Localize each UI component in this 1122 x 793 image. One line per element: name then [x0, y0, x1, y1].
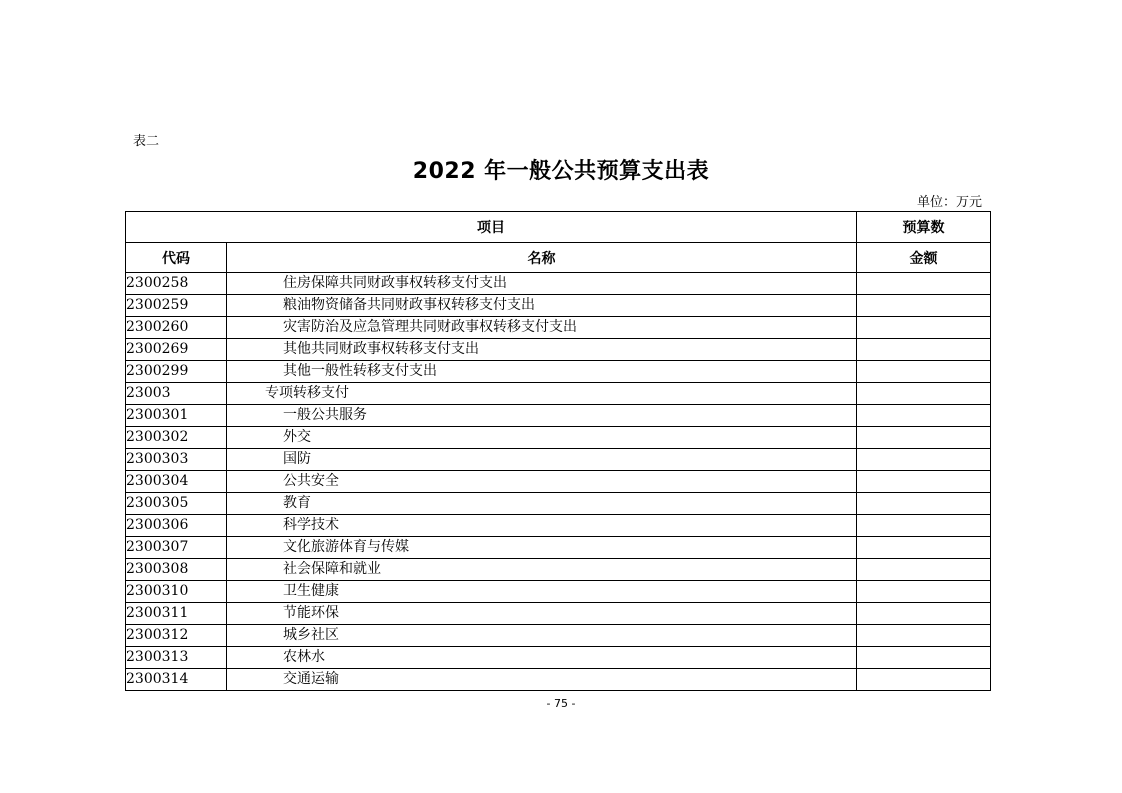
cell-code: 2300310	[126, 581, 227, 603]
table-row	[126, 493, 991, 515]
cell-code: 2300301	[126, 405, 227, 427]
cell-code: 2300307	[126, 537, 227, 559]
cell-amount	[857, 405, 991, 427]
cell-amount	[857, 273, 991, 295]
cell-name: 粮油物资储备共同财政事权转移支付支出	[227, 295, 857, 317]
cell-code: 2300313	[126, 647, 227, 669]
table-row	[126, 625, 991, 647]
cell-name: 交通运输	[227, 669, 857, 691]
cell-amount	[857, 427, 991, 449]
cell-code: 2300299	[126, 361, 227, 383]
table-row	[126, 559, 991, 581]
cell-amount	[857, 471, 991, 493]
cell-amount	[857, 339, 991, 361]
table-row	[126, 449, 991, 471]
cell-code: 2300302	[126, 427, 227, 449]
table-row	[126, 647, 991, 669]
cell-name: 卫生健康	[227, 581, 857, 603]
cell-code: 2300306	[126, 515, 227, 537]
table-body	[126, 273, 991, 691]
cell-amount	[857, 295, 991, 317]
table-row	[126, 405, 991, 427]
header-code: 代码	[126, 243, 227, 273]
cell-name: 灾害防治及应急管理共同财政事权转移支付支出	[227, 317, 857, 339]
cell-code: 2300259	[126, 295, 227, 317]
table-row	[126, 383, 991, 405]
table-row	[126, 669, 991, 691]
cell-name: 节能环保	[227, 603, 857, 625]
cell-name: 其他一般性转移支付支出	[227, 361, 857, 383]
table-label: 表二	[133, 134, 160, 149]
table-row	[126, 603, 991, 625]
cell-amount	[857, 669, 991, 691]
header-name: 名称	[227, 243, 857, 273]
header-item: 项目	[126, 212, 857, 243]
unit-label: 单位：万元	[916, 195, 982, 210]
cell-code: 2300304	[126, 471, 227, 493]
cell-name: 一般公共服务	[227, 405, 857, 427]
table-row	[126, 339, 991, 361]
table-row	[126, 427, 991, 449]
cell-name: 文化旅游体育与传媒	[227, 537, 857, 559]
table-row	[126, 273, 991, 295]
header-row-1	[126, 212, 991, 243]
cell-code: 2300314	[126, 669, 227, 691]
table-row	[126, 295, 991, 317]
cell-name: 公共安全	[227, 471, 857, 493]
cell-code: 2300260	[126, 317, 227, 339]
cell-amount	[857, 515, 991, 537]
cell-name: 农林水	[227, 647, 857, 669]
cell-code: 2300303	[126, 449, 227, 471]
cell-name: 国防	[227, 449, 857, 471]
table-row	[126, 581, 991, 603]
cell-name: 社会保障和就业	[227, 559, 857, 581]
cell-amount	[857, 625, 991, 647]
table-row	[126, 361, 991, 383]
cell-amount	[857, 383, 991, 405]
table-row	[126, 515, 991, 537]
cell-amount	[857, 449, 991, 471]
cell-amount	[857, 581, 991, 603]
table-row	[126, 537, 991, 559]
table-row	[126, 471, 991, 493]
cell-amount	[857, 537, 991, 559]
budget-table	[125, 211, 991, 691]
cell-name: 科学技术	[227, 515, 857, 537]
table-row	[126, 317, 991, 339]
cell-amount	[857, 493, 991, 515]
cell-name: 其他共同财政事权转移支付支出	[227, 339, 857, 361]
cell-name: 住房保障共同财政事权转移支付支出	[227, 273, 857, 295]
page-number: - 75 -	[546, 697, 576, 710]
cell-code: 2300269	[126, 339, 227, 361]
page-title: 2022 年一般公共预算支出表	[412, 159, 710, 184]
cell-name: 城乡社区	[227, 625, 857, 647]
cell-code: 2300311	[126, 603, 227, 625]
cell-name: 外交	[227, 427, 857, 449]
cell-code: 2300312	[126, 625, 227, 647]
header-row-2	[126, 243, 991, 273]
cell-name: 教育	[227, 493, 857, 515]
cell-code: 2300308	[126, 559, 227, 581]
cell-amount	[857, 361, 991, 383]
cell-code: 2300305	[126, 493, 227, 515]
cell-amount	[857, 317, 991, 339]
cell-name: 专项转移支付	[227, 383, 857, 405]
cell-code: 2300258	[126, 273, 227, 295]
cell-amount	[857, 603, 991, 625]
cell-amount	[857, 559, 991, 581]
header-budget: 预算数	[857, 212, 991, 243]
cell-code: 23003	[126, 383, 227, 405]
header-amount: 金额	[857, 243, 991, 273]
cell-amount	[857, 647, 991, 669]
